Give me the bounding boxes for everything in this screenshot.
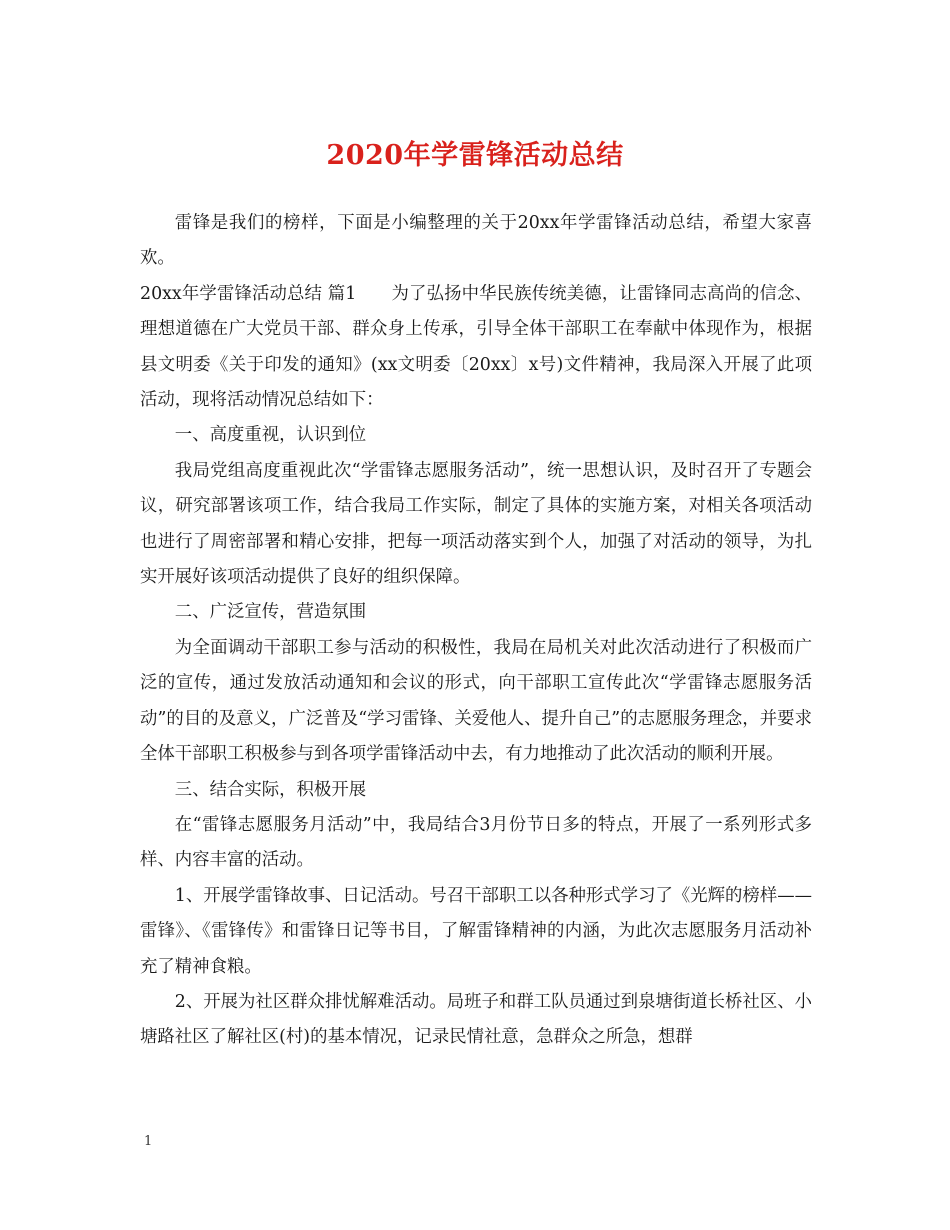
paragraph-intro: 雷锋是我们的榜样，下面是小编整理的关于20xx年学雷锋活动总结，希望大家喜欢。 [140,213,812,269]
paragraph-item-2: 2、开展为社区群众排忧解难活动。局班子和群工队员通过到泉塘街道长桥社区、小塘路社区了解社区(村)的基本情况，记录民情社意，急群众之所急，想群 [140,991,812,1048]
paragraph-heading-1: 一、高度重视，认识到位 [174,425,367,446]
paragraph-body-3: 在“雷锋志愿服务月活动”中，我局结合3月份节日多的特点，开展了一系列形式多样、内容丰富的活动。 [140,814,812,871]
page-number: 1 [144,1134,153,1149]
paragraph-heading-3: 三、结合实际，积极开展 [174,779,367,800]
paragraph-section-heading-article: 20xx年学雷锋活动总结 篇1 为了弘扬中华民族传统美德，让雷锋同志高尚的信念、理想道德在广大党员干部、群众身上传承，引导全体干部职工在奉献中体现作为，根据县文明委《关于印发的通知》(xx文明委〔20xx〕x号)文件精神，我局深入开展了此项活动，现将活动情况总结如下： [140,283,812,411]
paragraph-body-1: 我局党组高度重视此次“学雷锋志愿服务活动”，统一思想认识，及时召开了专题会议，研究部署该项工作，结合我局工作实际，制定了具体的实施方案，对相关各项活动也进行了周密部署和精心安排，把每一项活动落实到个人，加强了对活动的领导，为扎实开展好该项活动提供了良好的组织保障。 [140,460,812,588]
document-body [140,206,812,1056]
document-title: 2020年学雷锋活动总结 [326,140,624,171]
paragraph-body-2: 为全面调动干部职工参与活动的积极性，我局在局机关对此次活动进行了积极而广泛的宣传，通过发放活动通知和会议的形式，向干部职工宣传此次“学雷锋志愿服务活动”的目的及意义，广泛普及“学习雷锋、关爱他人、提升自己”的志愿服务理念，并要求全体干部职工积极参与到各项学雷锋活动中去，有力地推动了此次活动的顺利开展。 [140,637,812,765]
paragraph-item-1: 1、开展学雷锋故事、日记活动。号召干部职工以各种形式学习了《光辉的榜样——雷锋》、《雷锋传》和雷锋日记等书目，了解雷锋精神的内涵，为此次志愿服务月活动补充了精神食粮。 [140,885,812,977]
paragraph-heading-2: 二、广泛宣传，营造氛围 [174,602,367,623]
